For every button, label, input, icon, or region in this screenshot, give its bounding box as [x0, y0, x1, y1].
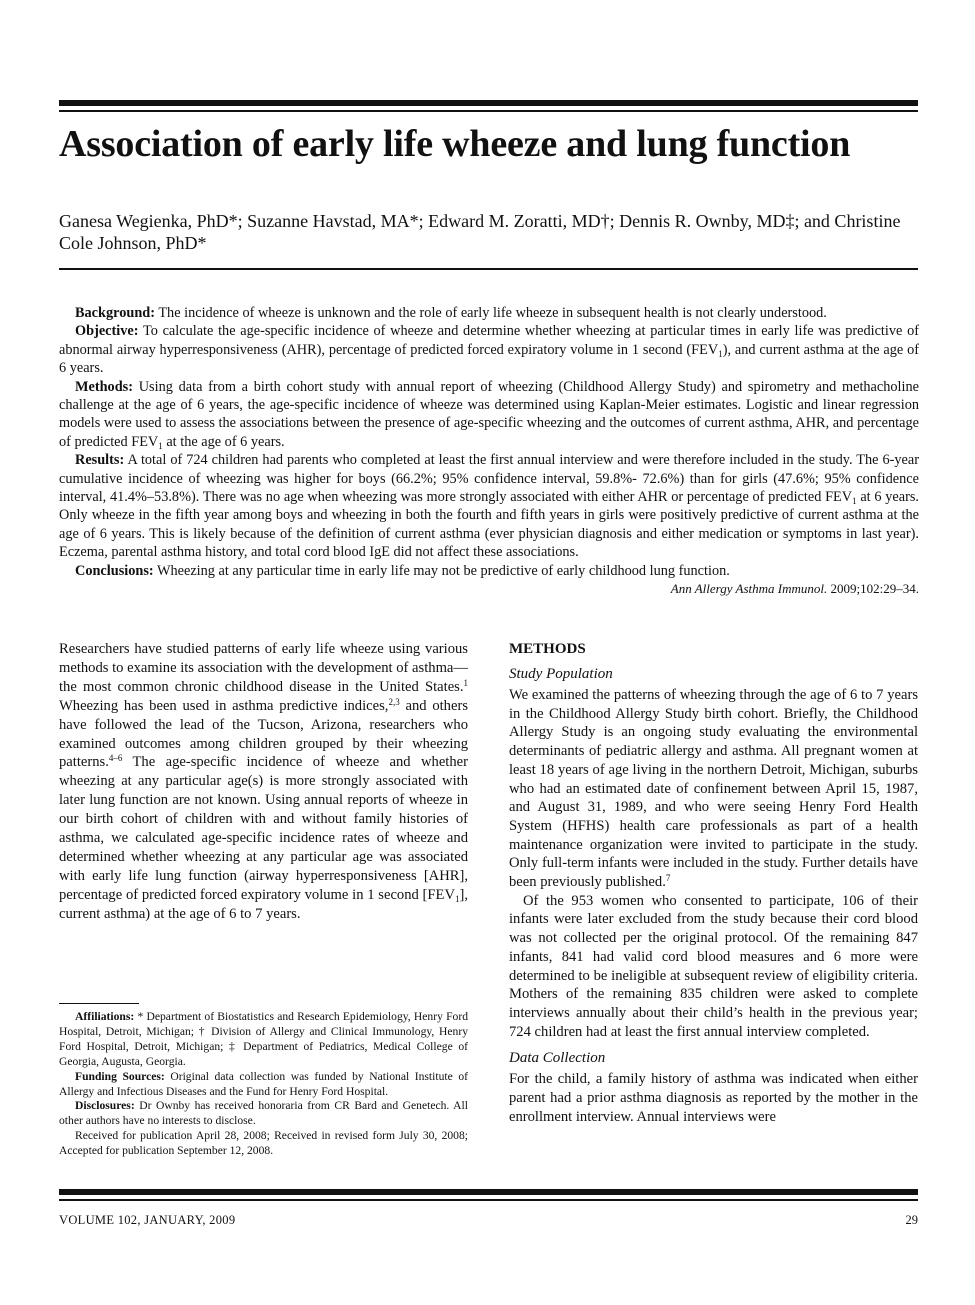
- article-title: Association of early life wheeze and lung function: [59, 123, 851, 165]
- results-label: Results:: [75, 452, 125, 469]
- methods-label: Methods:: [75, 378, 133, 395]
- footer-volume: VOLUME 102, JANUARY, 2009: [59, 1213, 236, 1227]
- conclusions-label: Conclusions:: [75, 562, 154, 579]
- data-collection-heading: Data Collection: [509, 1050, 606, 1067]
- conclusions-text: Wheezing at any particular time in early life may not be predictive of early childhood lung function.: [156, 562, 730, 579]
- background-label: Background:: [75, 305, 155, 321]
- citation-ref: 2009;102:29–34.: [827, 581, 919, 597]
- funding-label: Funding Sources:: [75, 1069, 165, 1083]
- ref-2-3: 2,3: [388, 696, 400, 707]
- citation-journal: Ann Allergy Asthma Immunol.: [670, 581, 828, 597]
- objective-subscript: 1: [718, 348, 723, 359]
- affiliations-text: * Department of Biostatistics and Research Epidemiology, Henry Ford Hospital, Detroit, Michigan; † Division of Allergy and Clinical Immunology, Henry Ford Hospital, Detroit, Michigan; ‡ Department of Pediatrics, Medical College of Georgia, Augusta, Georgia.: [59, 1010, 468, 1068]
- footnote-received: Received for publication April 28, 2008; Received in revised form July 30, 2008; Accepted for publication September 12, 2008.: [59, 1129, 468, 1158]
- abstract-results: [59, 451, 919, 561]
- intro-text-1: Researchers have studied patterns of early life wheeze using various methods to examine its association with the development of asthma—the most common chronic childhood disease in the United States.: [59, 641, 468, 695]
- top-thick-rule: [59, 100, 918, 106]
- intro-paragraph: [59, 640, 468, 924]
- methods-subscript: 1: [158, 440, 163, 451]
- right-column: [509, 640, 918, 1126]
- methods-paragraph-2: Of the 953 women who consented to participate, 106 of their infants were later excluded from the study because their cord blood was not collected per the original protocol. Of the remaining 847 infants, 841 had valid cord blood measures and 6 more were determined to be ineligible at subsequent review of eligibility criteria. Mothers of the remaining 835 children were asked to complete interviews annually about their child’s health in the previous year; 724 children had at least the first annual interview completed.: [509, 892, 918, 1040]
- methods-paragraph-3: For the child, a family history of asthma was indicated when either parent had a prior asthma diagnosis as reported by the mother in the enrollment interview. Annual interviews were: [509, 1071, 918, 1125]
- ref-7: 7: [665, 873, 671, 884]
- methods-paragraph-1: [509, 686, 918, 892]
- background-text: The incidence of wheeze is unknown and the role of early life wheeze in subsequent health is not clearly understood.: [158, 305, 827, 321]
- footnote-rule: [59, 1003, 139, 1004]
- author-list: Ganesa Wegienka, PhD*; Suzanne Havstad, MA*; Edward M. Zoratti, MD†; Dennis R. Ownby, MD‡; and Christine Cole Johnson, PhD*: [59, 211, 901, 253]
- results-text: A total of 724 children had parents who completed at least the first annual interview and were therefore included in the study. The 6-year cumulative incidence of wheezing was higher for boys (66.2%; 95% confidence interval, 59.8%- 72.6%) than for girls (47.6%; 95% confidence interval, 41.4%–53.8%). There was no age when wheezing was more strongly associated with either AHR or percentage of predicted FEV: [59, 452, 919, 506]
- methods-heading: METHODS: [509, 641, 586, 657]
- bottom-thin-rule: [59, 1199, 918, 1201]
- intro-text-3: and others have followed the lead of the Tucson, Arizona, researchers who examined outcomes among children grouped by their wheezing patterns.: [59, 697, 468, 771]
- methods-p1-text: We examined the patterns of wheezing through the age of 6 to 7 years in the Childhood Allergy Study birth cohort. Briefly, the Childhood Allergy Study is an ongoing study evaluating the environmental determinants of pediatric allergy and asthma. All pregnant women at least 18 years of age living in the northern Detroit, Michigan, suburbs who had an estimated date of confinement between April 15, 1987, and August 31, 1989, and who were seeing Henry Ford Health System (HFHS) health care professionals as part of a health maintenance organization were invited to participate in the study. Only full-term infants were included in the study. Further details have been previously published.: [509, 687, 918, 891]
- left-column: [59, 640, 468, 924]
- citation: [59, 580, 919, 598]
- footer-page-number: 29: [905, 1213, 918, 1227]
- footnote-affiliations: [59, 1010, 468, 1070]
- objective-text: To calculate the age-specific incidence of wheeze and determine whether wheezing at particular times in early life was predictive of abnormal airway hyperresponsiveness (AHR), percentage of predicted forced expiratory volume in 1 second (FEV: [59, 323, 919, 358]
- disclosures-label: Disclosures:: [75, 1099, 135, 1113]
- footnote-disclosures: [59, 1099, 468, 1129]
- methods-text-end: at the age of 6 years.: [162, 433, 285, 450]
- abstract-methods: [59, 378, 919, 452]
- bottom-thick-rule: [59, 1189, 918, 1195]
- intro-text-4: The age-specific incidence of wheeze and whether wheezing at any particular age(s) is more strongly associated with later lung function are not known. Using annual reports of wheeze in our birth cohort of children with and without family histories of asthma, we calculated age-specific incidence rates of wheeze and determined whether wheezing at any particular age was associated with early life lung function (airway hyperresponsiveness [AHR], percentage of predicted forced expiratory volume in 1 second [FEV: [59, 754, 468, 903]
- abstract-background: [59, 304, 919, 322]
- intro-text-5: ], current asthma) at the age of 6 to 7 years.: [59, 886, 468, 922]
- objective-label: Objective:: [75, 323, 139, 340]
- abstract-objective: [59, 322, 919, 377]
- disclosures-text: Dr Ownby has received honoraria from CR Bard and Genetech. All other authors have no interests to disclose.: [59, 1099, 468, 1128]
- footnotes: [59, 1010, 468, 1159]
- results-text-end: at 6 years. Only wheeze in the fifth year among boys and wheezing in both the fourth and fifth years in girls were positively predictive of current asthma at the age of 6 years. This is likely because of the definition of current asthma (ever physician diagnosis and either medication or symptoms in last year). Eczema, parental asthma history, and total cord blood IgE did not affect these associations.: [59, 489, 919, 561]
- footnote-funding: [59, 1070, 468, 1100]
- study-population-heading: Study Population: [509, 666, 613, 682]
- author-divider: [59, 268, 918, 270]
- ref-4-6: 4–6: [108, 753, 123, 764]
- objective-text-end: ), and current asthma at the age of 6 years.: [59, 341, 919, 377]
- affiliations-label: Affiliations:: [75, 1010, 135, 1023]
- methods-text: Using data from a birth cohort study with annual report of wheezing (Childhood Allergy Study) and spirometry and methacholine challenge at the age of 6 years, the age-specific incidence of wheeze was determined using Kaplan-Meier estimates. Logistic and linear regression models were used to assess the associations between the presence of age-specific wheezing and the outcomes of current asthma, AHR, and percentage of predicted FEV: [59, 378, 919, 450]
- intro-text-2: Wheezing has been used in asthma predictive indices,: [59, 697, 389, 714]
- top-thin-rule: [59, 110, 918, 112]
- funding-text: Original data collection was funded by National Institute of Allergy and Infectious Diseases and the Fund for Henry Ford Hospital.: [59, 1069, 468, 1098]
- results-subscript: 1: [852, 496, 857, 507]
- fev-subscript: 1: [454, 893, 460, 904]
- abstract: [59, 304, 919, 598]
- ref-1: 1: [463, 677, 468, 688]
- abstract-conclusions: [59, 562, 919, 580]
